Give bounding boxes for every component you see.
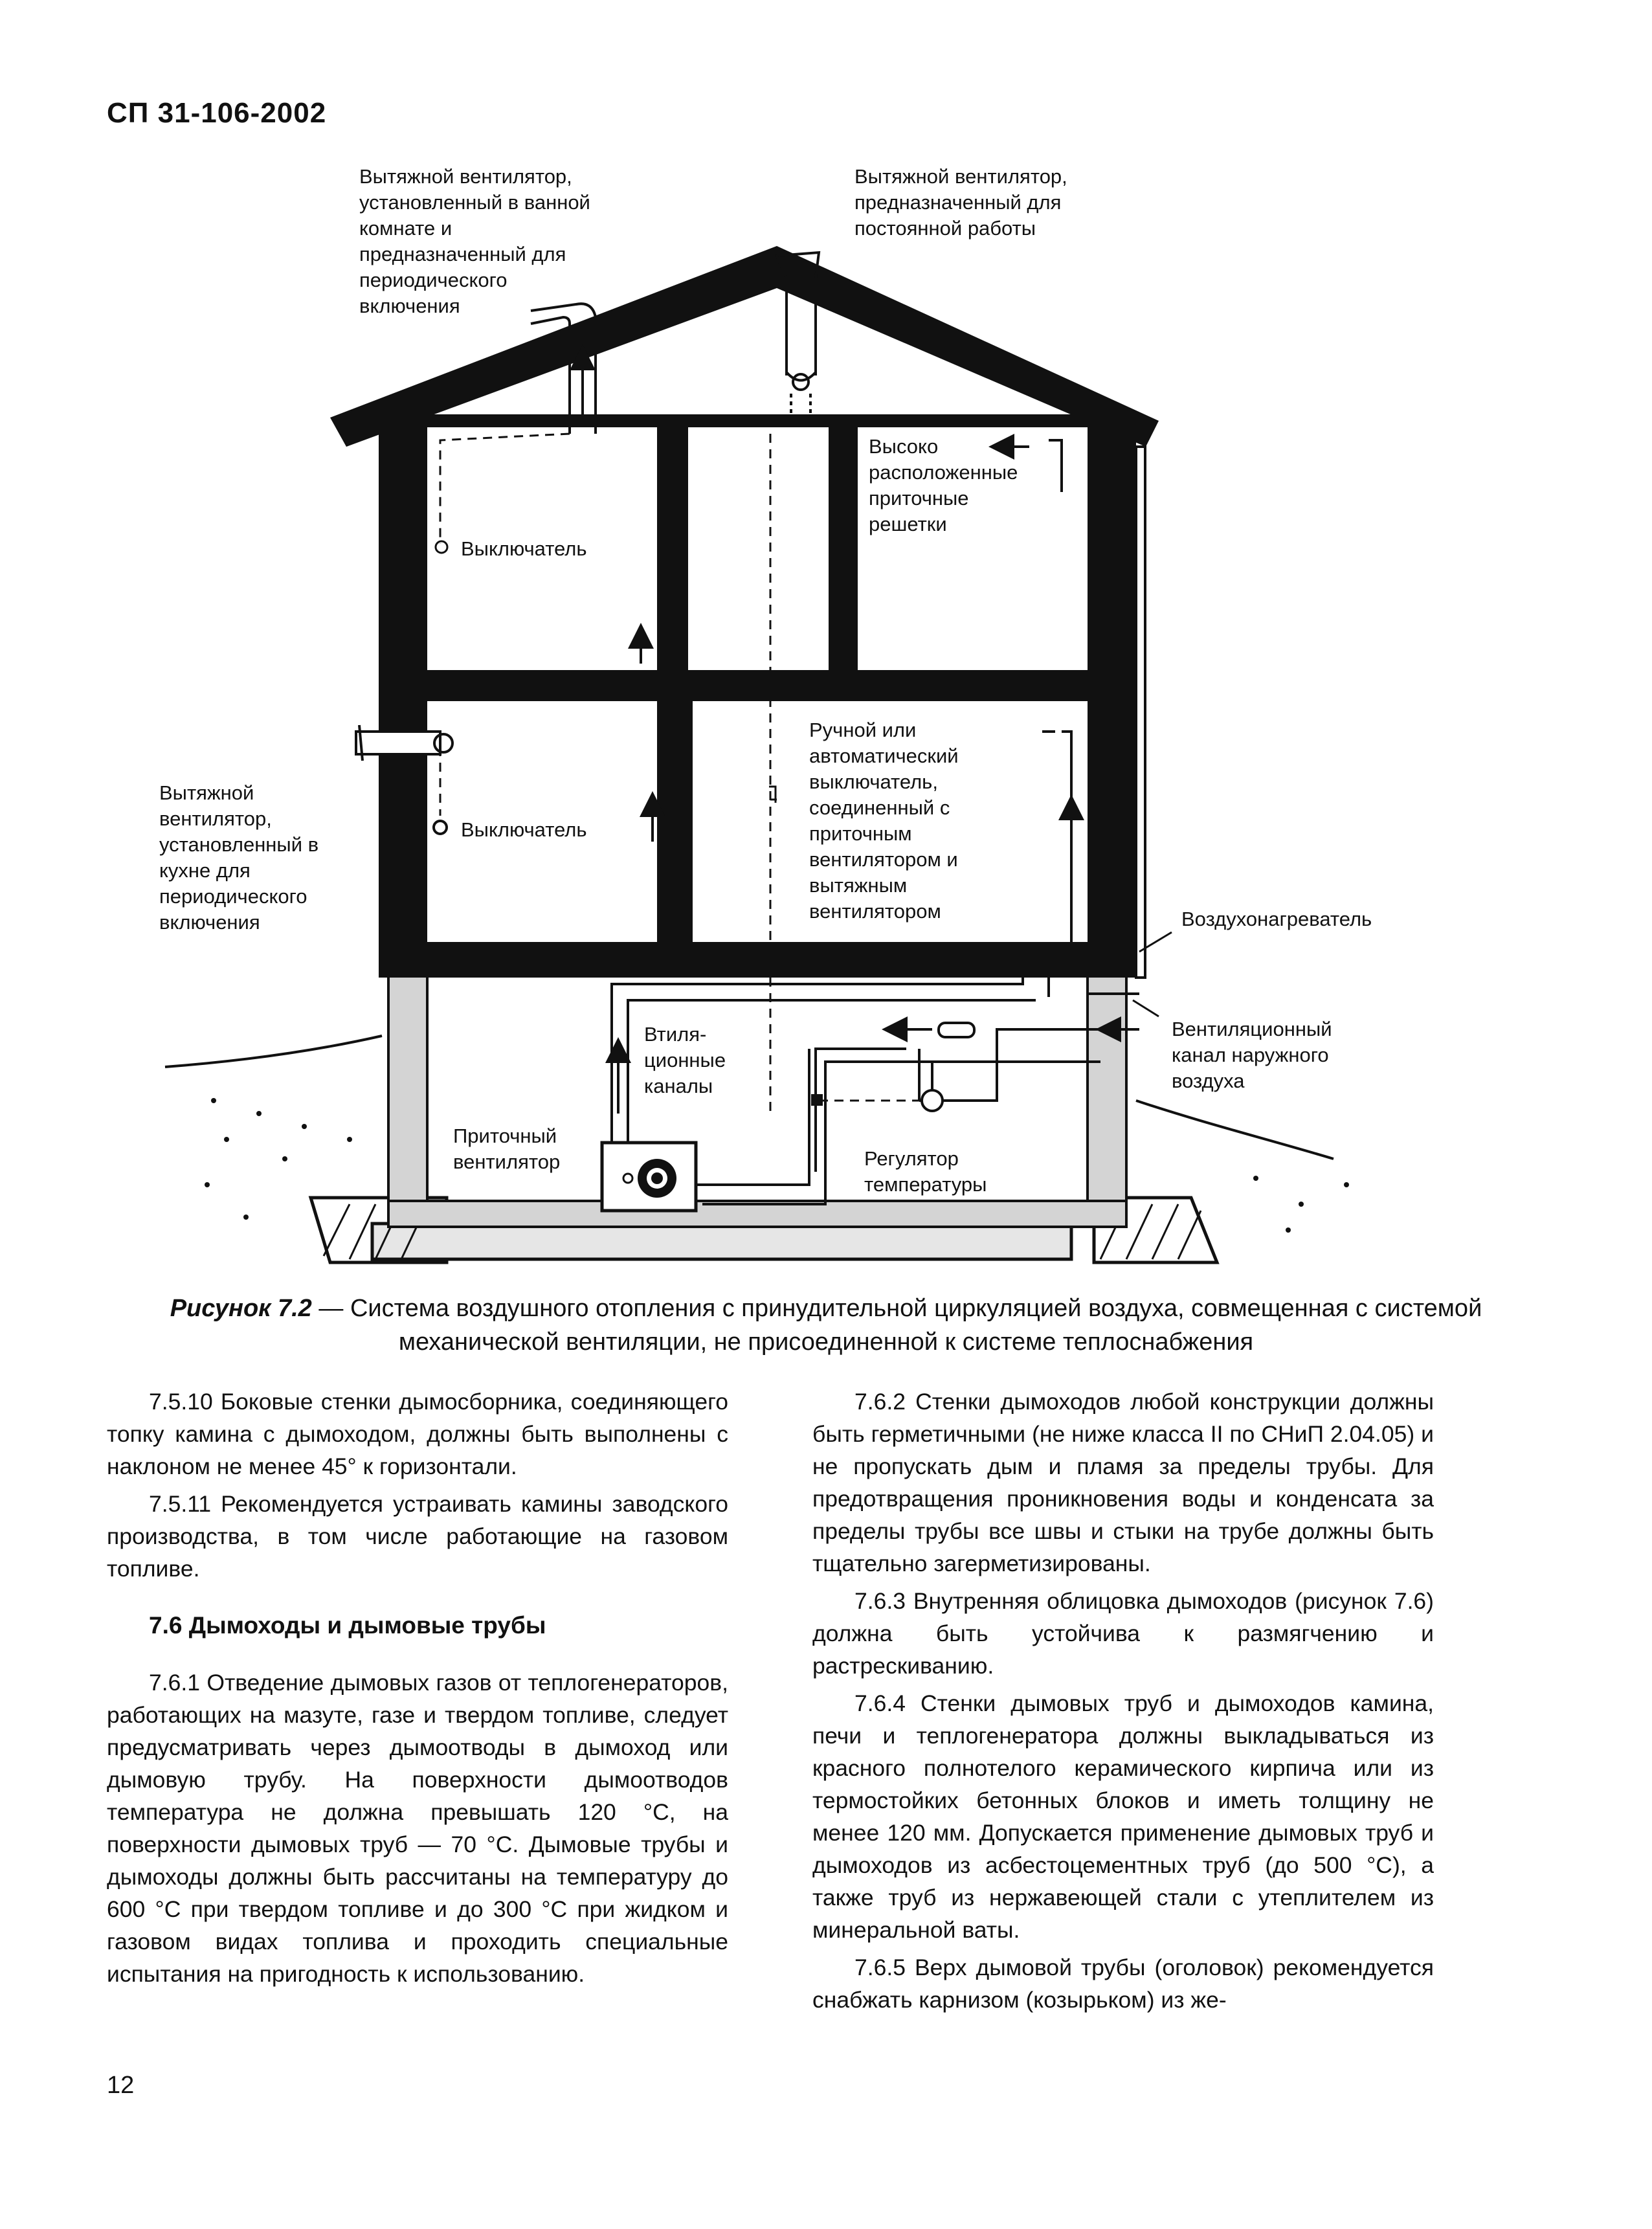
basement-wall-left xyxy=(388,974,427,1224)
partition-upper-right xyxy=(829,421,858,673)
floor-attic xyxy=(379,414,1136,427)
right-text-column xyxy=(812,1385,1434,2021)
figure-caption xyxy=(110,1292,1542,1359)
document-code: СП 31-106-2002 xyxy=(107,97,327,129)
paragraph-7-5-11: 7.5.11 Рекомендуется устраивать камины заводского производства, в том числе работающие на газовом топливе. xyxy=(107,1491,728,1582)
partition-upper-left xyxy=(657,421,688,673)
label-bath-exhaust-fan: Вытяжной вентилятор, установленный в ванной комнате и предназначенный для периодического включения xyxy=(359,165,590,317)
label-temperature-regulator: Регулятор температуры xyxy=(864,1147,987,1196)
left-text-column xyxy=(107,1385,728,1995)
basement-wall-right xyxy=(1088,974,1126,1224)
page-number: 12 xyxy=(107,2072,135,2099)
partition-lower xyxy=(657,699,693,945)
label-switch-upper: Выключатель xyxy=(461,537,587,560)
label-manual-automatic-switch: Ручной или автоматический выключатель, соединенный с приточным вентилятором и вытяжным вентилятором xyxy=(809,719,959,923)
temperature-regulator xyxy=(811,1090,943,1111)
wall-right-edge xyxy=(1136,447,1145,978)
figure-caption-number: Рисунок 7.2 xyxy=(170,1295,312,1322)
label-kitchen-exhaust-fan: Вытяжной вентилятор, установленный в кухне для периодического включения xyxy=(159,781,319,934)
ground-line-right xyxy=(1136,1101,1334,1159)
paragraph-7-6-3: 7.6.3 Внутренняя облицовка дымоходов (рисунок 7.6) должна быть устойчива к размягчению и растрескиванию. xyxy=(812,1588,1434,1679)
floor-second xyxy=(379,670,1136,701)
ground-line-left xyxy=(165,1036,382,1067)
floor-first xyxy=(379,942,1136,978)
label-high-supply-grilles: Высоко расположенные приточные решетки xyxy=(869,435,1018,535)
paragraph-7-6-1: 7.6.1 Отведение дымовых газов от теплогенераторов, работающих на мазуте, газе и твердом топливе, следует предусматривать через дымоотводы в дымоход или дымовую трубу. На поверхности дымоотводов температура не должна превышать 120 °С, на поверхности дымовых труб — 70 °С. Дымовые трубы и дымоходы должны быть рассчитаны на температуру до 600 °С при твердом топливе и до 300 °С при жидком и газовом видах топлива и проходить специальные испытания на пригодность к использованию. xyxy=(107,1670,728,1987)
paragraph-7-6-4: 7.6.4 Стенки дымовых труб и дымоходов камина, печи и теплогенератора должны выкладываться из красного полнотелого керамического кирпича или из термостойких бетонных блоков и иметь толщину не менее 120 мм. Допускается применение дымовых труб и дымоходов из асбестоцементных труб (до 500 °С), а также труб из нержавеющей стали с утеплителем из минеральной ваты. xyxy=(812,1690,1434,1943)
paragraph-7-6-2: 7.6.2 Стенки дымоходов любой конструкции должны быть герметичными (не ниже класса II по СНиП 2.04.05) и не пропускать дым и пламя за пределы трубы. Для предотвращения проникновения воды и конденсата за пределы трубы все швы и стыки на трубе должны быть тщательно загерметизированы. xyxy=(812,1389,1434,1576)
label-switch-lower: Выключатель xyxy=(461,818,587,841)
section-heading-7-6: 7.6 Дымоходы и дымовые трубы xyxy=(149,1612,546,1639)
paragraph-7-6-5: 7.6.5 Верх дымовой трубы (оголовок) рекомендуется снабжать карнизом (козырьком) из же- xyxy=(812,1955,1434,2013)
label-outdoor-air-duct: Вентиляционный канал наружного воздуха xyxy=(1172,1018,1332,1092)
supply-fan-unit xyxy=(602,1143,696,1211)
paragraph-7-5-10: 7.5.10 Боковые стенки дымосборника, соединяющего топку камина с дымоходом, должны быть выполнены с наклоном не менее 45° к горизонтали. xyxy=(107,1389,728,1479)
label-ventilation-channels: Втиля- ционные каналы xyxy=(644,1023,726,1097)
figure-caption-text: — Система воздушного отопления с принудительной циркуляцией воздуха, совмещенная с системой механической вентиляции, не присоединенной к системе теплоснабжения xyxy=(311,1295,1482,1356)
label-air-heater: Воздухонагреватель xyxy=(1181,908,1372,930)
label-supply-fan: Приточный вентилятор xyxy=(453,1125,561,1173)
label-constant-exhaust-fan: Вытяжной вентилятор, предназначенный для постоянной работы xyxy=(854,165,1067,240)
